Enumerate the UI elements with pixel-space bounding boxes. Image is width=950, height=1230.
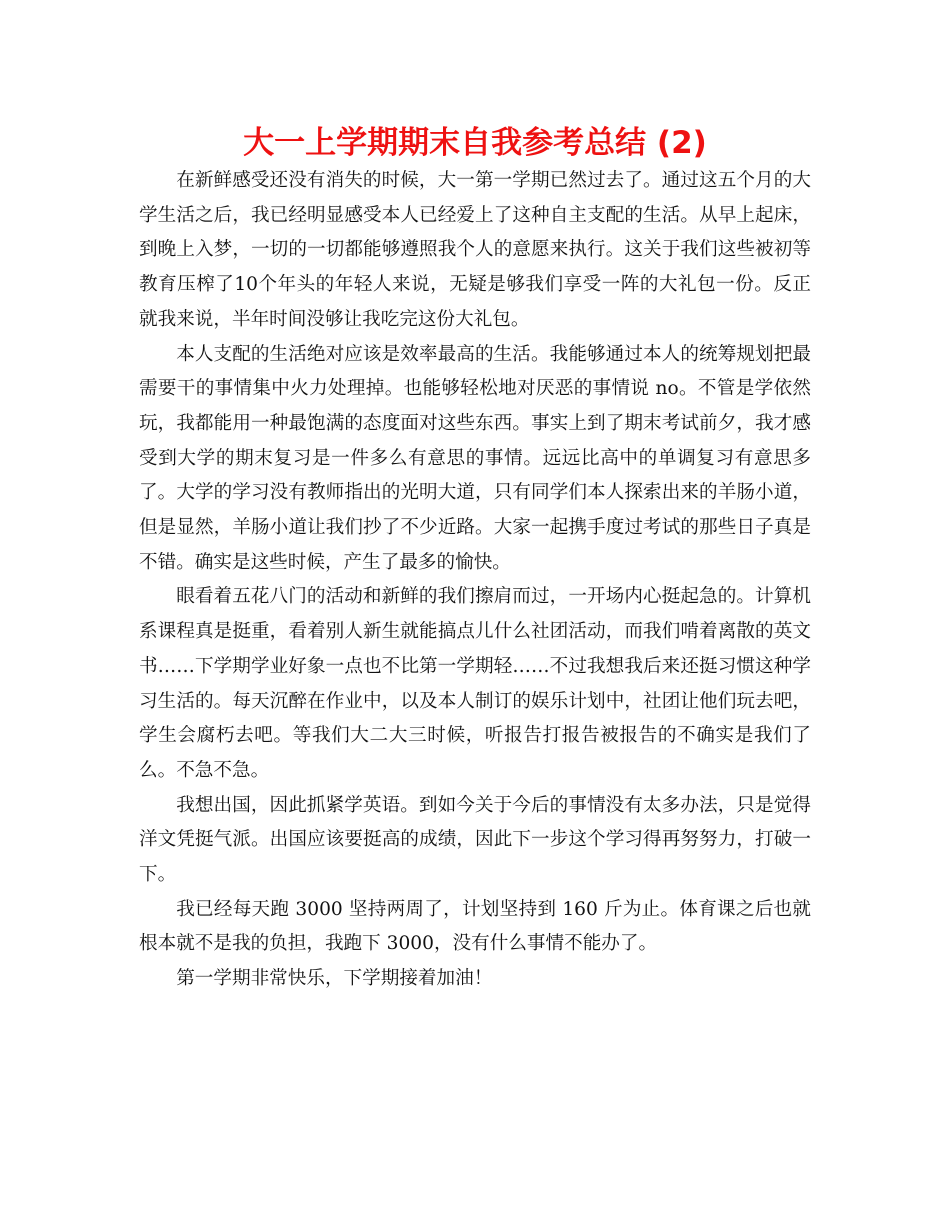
paragraph: 本人支配的生活绝对应该是效率最高的生活。我能够通过本人的统筹规划把最需要干的事情集中火力处理掉。也能够轻松地对厌恶的事情说 no。不管是学依然玩，我都能用一种最饱满的态度面对这些东西。事实上到了期末考试前夕，我才感受到大学的期末复习是一件多么有意思的事情。远远比高中的单调复习有意思多了。大学的学习没有教师指出的光明大道，只有同学们本人探索出来的羊肠小道，但是显然，羊肠小道让我们抄了不少近路。大家一起携手度过考试的那些日子真是不错。确实是这些时候，产生了最多的愉快。 bbox=[139, 343, 811, 573]
paragraph: 在新鲜感受还没有消失的时候，大一第一学期已然过去了。通过这五个月的大学生活之后，我已经明显感受本人已经爱上了这种自主支配的生活。从早上起床，到晚上入梦，一切的一切都能够遵照我个人的意愿来执行。这关于我们这些被初等教育压榨了10个年头的年轻人来说，无疑是够我们享受一阵的大礼包一份。反正就我来说，半年时间没够让我吃完这份大礼包。 bbox=[139, 170, 811, 330]
paragraph: 第一学期非常快乐，下学期接着加油！ bbox=[176, 968, 493, 990]
paragraph: 眼看着五花八门的活动和新鲜的我们擦肩而过，一开场内心挺起急的。计算机系课程真是挺重，看着别人新生就能搞点儿什么社团活动，而我们啃着离散的英文书……下学期学业好象一点也不比第一学期轻……不过我想我后来还挺习惯这种学习生活的。每天沉醉在作业中，以及本人制订的娱乐计划中，社团让他们玩去吧，学生会腐朽去吧。等我们大二大三时候，听报告打报告被报告的不确实是我们了么。不急不急。 bbox=[139, 586, 811, 781]
document-body bbox=[139, 164, 811, 997]
paragraph: 我已经每天跑 3000 坚持两周了，计划坚持到 160 斤为止。体育课之后也就根本就不是我的负担，我跑下 3000，没有什么事情不能办了。 bbox=[139, 898, 811, 955]
paragraph: 我想出国，因此抓紧学英语。到如今关于今后的事情没有太多办法，只是觉得洋文凭挺气派。出国应该要挺高的成绩，因此下一步这个学习得再努努力，打破一下。 bbox=[139, 794, 811, 886]
document-title: 大一上学期期末自我参考总结 (2) bbox=[243, 125, 707, 161]
